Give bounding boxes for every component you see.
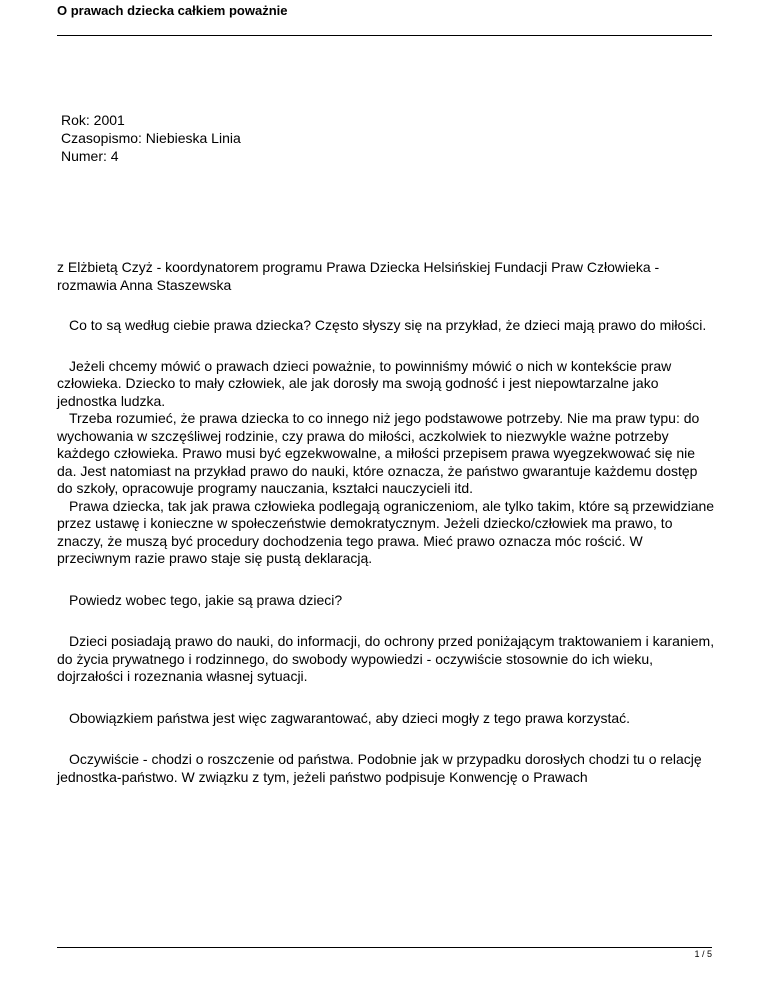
answer-3 [57,751,715,786]
answer-3-text: Oczywiście - chodzi o roszczenie od państwa. Podobnie jak w przypadku dorosłych chodzi tu o relację jednostka-państwo. W związku z tym, jeżeli państwo podpisuje Konwencję o Prawach [57,751,702,785]
answer-1-paragraph-3-text: Prawa dziecka, tak jak prawa człowieka podlegają ograniczeniom, ale tylko takim, które są przewidziane przez ustawę i konieczne w społeczeństwie demokratycznym. Jeżeli dziecko/człowiek ma prawo, to znaczy, że muszą być procedury dochodzenia tego prawa. Mieć prawo oznacza móc rościć. W przeciwnym razie prawo staje się pustą deklaracją. [57,497,715,566]
article-body [57,259,715,786]
article-metadata [61,111,241,166]
question-1-text: Co to są według ciebie prawa dziecka? Często słyszy się na przykład, że dzieci mają prawo do miłości. [69,317,707,333]
header-divider [57,35,712,36]
answer-1-paragraph-2 [57,410,715,498]
question-3 [57,710,715,728]
meta-year: Rok: 2001 [61,112,125,128]
meta-issue: Numer: 4 [61,148,119,165]
question-2 [57,592,715,610]
footer-divider [57,947,712,948]
article-intro [57,259,715,294]
answer-1-paragraph-2-text: Trzeba rozumieć, że prawa dziecka to co innego niż jego podstawowe potrzeby. Nie ma praw typu: do wychowania w szczęśliwej rodzinie, czy prawa do miłości, aczkolwiek to niezwykle ważne potrzeby każdego człowieka. Prawo musi być egzekwowalne, a miłości przepisem prawa wyegzekwować się nie da. Jest natomiast na przykład prawo do nauki, które oznacza, że państwo gwarantuje każdemu dostęp do szkoły, opracowuje programy nauczania, kształci nauczycieli itd. [57,410,700,496]
meta-magazine: Czasopismo: Niebieska Linia [61,130,241,147]
question-2-text: Powiedz wobec tego, jakie są prawa dzieci? [69,591,343,608]
intro-text: z Elżbietą Czyż - koordynatorem programu Prawa Dziecka Helsińskiej Fundacji Praw Człowieka - rozmawia Anna Staszewska [57,259,660,293]
page-number: 1 / 5 [694,949,712,959]
answer-1-paragraph-1-text: Jeżeli chcemy mówić o prawach dzieci poważnie, to powinniśmy mówić o nich w kontekście praw człowieka. Dziecko to mały człowiek, ale jak dorosły ma swoją godność i jest niepowtarzalne jako jednostka ludzka. [57,357,672,409]
answer-2-text: Dzieci posiadają prawo do nauki, do informacji, do ochrony przed poniżającym traktowaniem i karaniem, do życia prywatnego i rodzinnego, do swobody wypowiedzi - oczywiście stosownie do ich wieku, dojrzałości i rozeznania własnej sytuacji. [57,633,715,684]
answer-2 [57,633,715,686]
document-title: O prawach dziecka całkiem poważnie [57,3,288,18]
question-1 [57,317,715,335]
answer-1-paragraph-3 [57,498,715,568]
answer-1-paragraph-1 [57,358,715,411]
question-3-text: Obowiązkiem państwa jest więc zagwarantować, aby dzieci mogły z tego prawa korzystać. [69,709,631,726]
